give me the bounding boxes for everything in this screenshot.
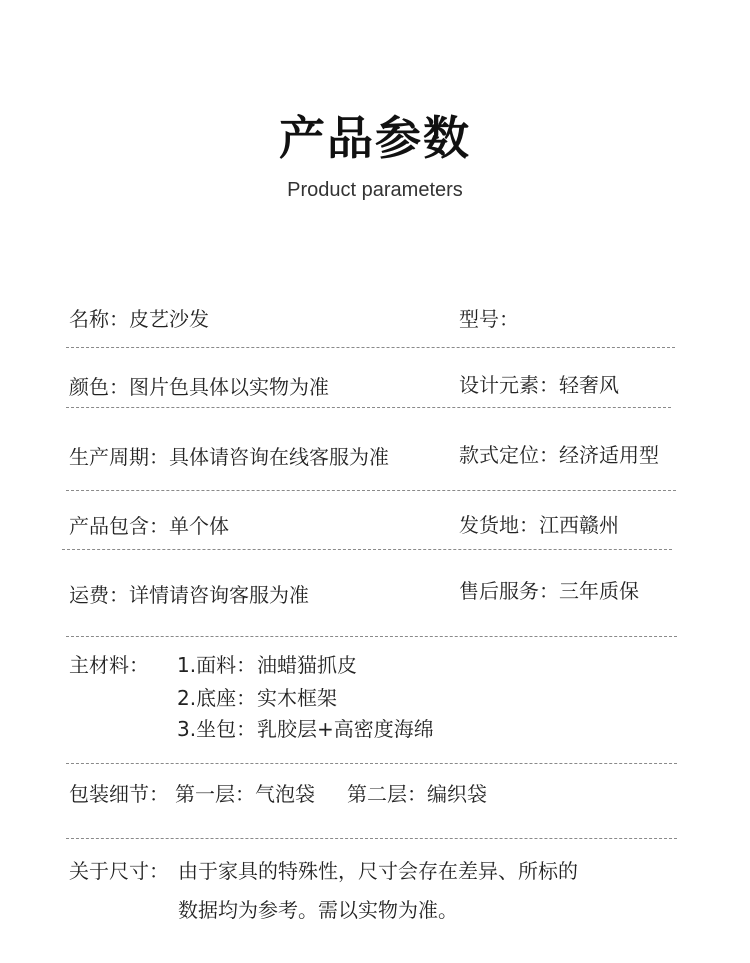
material-value: 实木框架 — [257, 686, 337, 710]
material-key: 1.面料： — [177, 653, 257, 677]
param-name: 名称：皮艺沙发 — [69, 307, 209, 331]
materials-label: 主材料： — [69, 653, 149, 677]
material-value: 油蜡猫抓皮 — [257, 653, 357, 677]
param-model: 型号： — [459, 307, 519, 331]
material-key: 3.坐包： — [177, 717, 257, 741]
divider — [66, 490, 676, 491]
divider — [66, 407, 671, 408]
divider — [66, 347, 675, 348]
page-title: 产品参数 — [279, 111, 471, 165]
packing-layer-2: 第二层：编织袋 — [347, 782, 487, 806]
param-color: 颜色：图片色具体以实物为准 — [69, 375, 329, 399]
param-design: 设计元素：轻奢风 — [459, 373, 619, 397]
param-freight: 运费：详情请咨询客服为准 — [69, 583, 309, 607]
divider — [62, 549, 672, 550]
param-package-content: 产品包含：单个体 — [69, 514, 229, 538]
divider — [66, 838, 677, 839]
size-note-label: 关于尺寸： — [69, 859, 169, 883]
size-note-line-1: 由于家具的特殊性，尺寸会存在差异、所标的 — [178, 859, 578, 883]
packing-layer-1: 第一层：气泡袋 — [175, 782, 315, 806]
param-ship-from: 发货地：江西赣州 — [459, 513, 619, 537]
param-production-cycle: 生产周期：具体请咨询在线客服为准 — [69, 445, 389, 469]
material-key: 2.底座： — [177, 686, 257, 710]
size-note-line-2: 数据均为参考。需以实物为准。 — [178, 898, 458, 922]
material-value: 乳胶层+高密度海绵 — [257, 717, 434, 741]
packing-label: 包装细节： — [69, 782, 169, 806]
param-after-sales: 售后服务：三年质保 — [459, 579, 639, 603]
param-style: 款式定位：经济适用型 — [459, 443, 659, 467]
divider — [66, 763, 677, 764]
divider — [66, 636, 677, 637]
page-subtitle: Product parameters — [287, 179, 463, 201]
